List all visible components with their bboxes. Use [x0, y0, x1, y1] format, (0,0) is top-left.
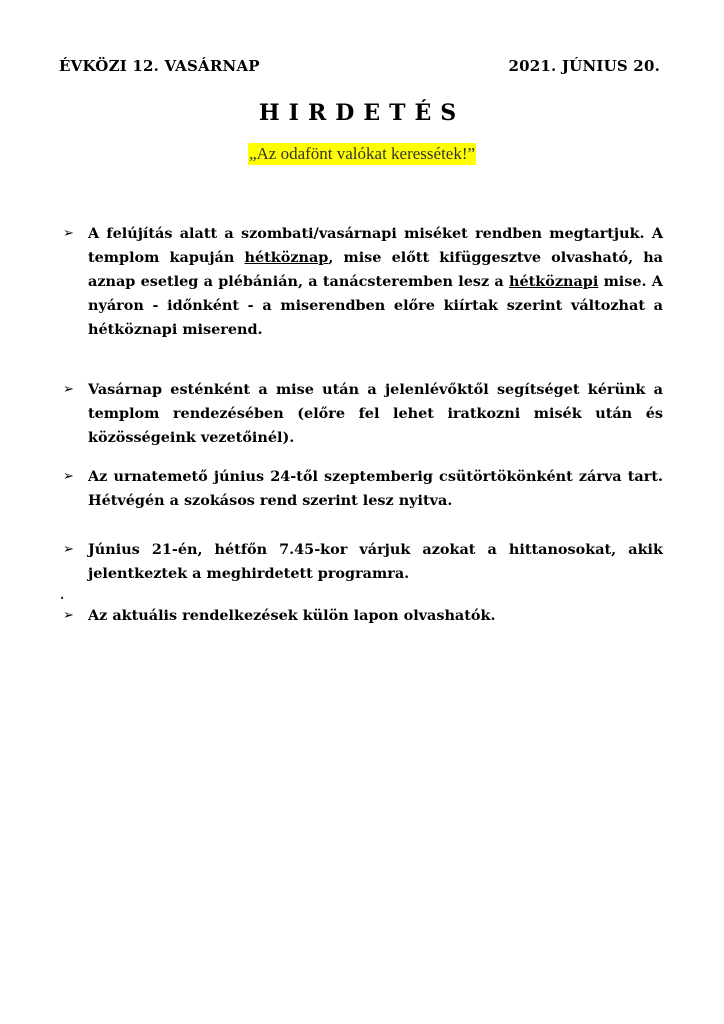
announcement-text: A felújítás alatt a szombati/vasárnapi miséket rendben megtartjuk. A templom kapuján hétköznap, mise előtt kifüggesztve olvasható, ha aznap esetleg a plébánián, a tanácsteremben lesz a hétköznapi mise. A nyáron - időnként - a miserendben előre kiírtak szerint változhat a hétköznapi miserend. [88, 225, 663, 338]
announcement-item [63, 222, 663, 342]
motto-highlight: „Az odafönt valókat keressétek!” [248, 144, 476, 163]
arrow-bullet-icon: ➢ [63, 608, 74, 623]
stray-dot: . [60, 588, 65, 602]
announcement-item [63, 538, 663, 586]
date: 2021. JÚNIUS 20. [508, 57, 660, 75]
underlined-word: hétköznapi [508, 273, 599, 290]
announcement-text: Az urnatemető június 24-től szeptemberig csütörtökönként zárva tart. Hétvégén a szokásos rend szerint lesz nyitva. [88, 468, 663, 509]
announcement-item [63, 465, 663, 513]
arrow-bullet-icon: ➢ [63, 226, 74, 241]
announcement-text: Az aktuális rendelkezések külön lapon olvashatók. [88, 607, 496, 624]
announcement-item [63, 378, 663, 450]
announcement-item [63, 604, 663, 628]
motto-container [0, 143, 724, 165]
announcement-text: Vasárnap esténként a mise után a jelenlévőktől segítséget kérünk a templom rendezésében (előre fel lehet iratkozni misék után és közösségeink vezetőinél). [88, 381, 663, 446]
arrow-bullet-icon: ➢ [63, 542, 74, 557]
arrow-bullet-icon: ➢ [63, 469, 74, 484]
underlined-word: hétköznap [244, 249, 329, 266]
page-title: HIRDETÉS [258, 100, 466, 126]
liturgical-day: ÉVKÖZI 12. VASÁRNAP [59, 57, 260, 75]
arrow-bullet-icon: ➢ [63, 382, 74, 397]
header-row [59, 57, 660, 75]
announcement-text: Június 21-én, hétfőn 7.45-kor várjuk azokat a hittanosokat, akik jelentkeztek a meghirdetett programra. [88, 541, 663, 582]
